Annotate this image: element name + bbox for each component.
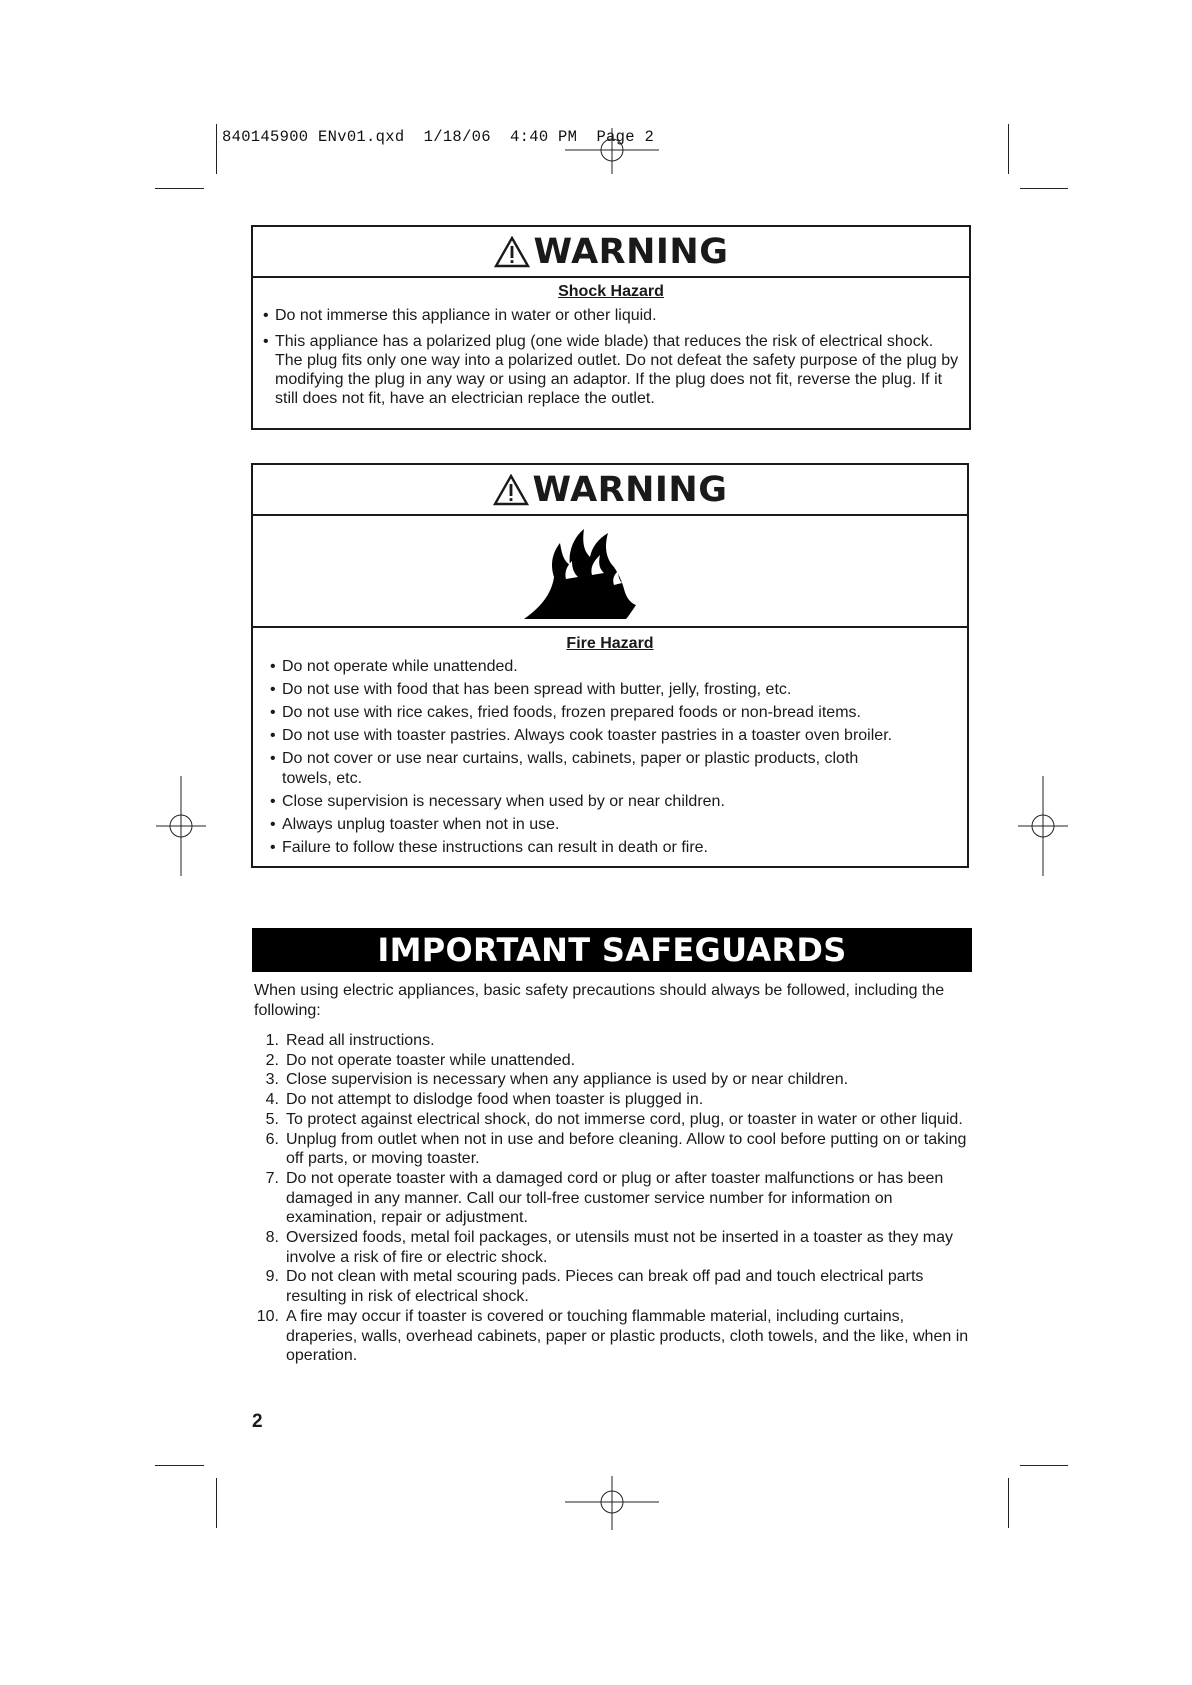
shock-hazard-list	[263, 306, 959, 408]
safeguards-intro: When using electric appliances, basic safety precautions should always be followed, including the following:	[254, 982, 945, 1019]
list-item: 2. Do not operate toaster while unattended.	[265, 1051, 576, 1069]
registration-mark-bottom	[562, 1476, 662, 1532]
list-item: 8. Oversized foods, metal foil packages, or utensils must not be inserted in a toaster as they may involve a risk of fire or electric shock.	[265, 1229, 953, 1266]
list-item: • Do not cover or use near curtains, walls, cabinets, paper or plastic products, cloth towels, etc.	[270, 749, 947, 789]
registration-mark-top	[562, 128, 662, 178]
warning-heading: WARNING	[532, 469, 728, 510]
list-item: 9. Do not clean with metal scouring pads. Pieces can break off pad and touch electrical parts resulting in risk of electrical shock.	[265, 1268, 924, 1306]
list-item: 3. Close supervision is necessary when any appliance is used by or near children.	[265, 1071, 849, 1089]
list-item: • Close supervision is necessary when used by or near children.	[270, 792, 947, 812]
list-item: • Do not use with rice cakes, fried foods, frozen prepared foods or non-bread items.	[270, 703, 947, 723]
list-item: • Do not use with toaster pastries. Always cook toaster pastries in a toaster oven broiler.	[270, 726, 947, 746]
page-number: 2	[252, 1411, 263, 1432]
list-item: • Do not use with food that has been spread with butter, jelly, frosting, etc.	[270, 680, 947, 700]
warning-triangle-icon	[493, 474, 529, 506]
fire-icon	[522, 525, 640, 621]
registration-mark-right	[1016, 776, 1070, 876]
hazard-title: Fire Hazard	[566, 635, 654, 652]
fire-hazard-list	[270, 657, 947, 858]
list-item: • Always unplug toaster when not in use.	[270, 815, 947, 835]
hazard-title: Shock Hazard	[558, 283, 664, 300]
shock-warning-box	[251, 225, 971, 430]
safeguards-title: IMPORTANT SAFEGUARDS	[252, 928, 972, 972]
list-item: 1. Read all instructions.	[265, 1032, 435, 1049]
list-item: 6. Unplug from outlet when not in use and before cleaning. Allow to cool before putting on or taking off parts, or moving toaster.	[265, 1130, 967, 1168]
list-item: 4. Do not attempt to dislodge food when toaster is plugged in.	[265, 1091, 704, 1109]
warning-triangle-icon	[494, 236, 530, 268]
warning-header	[253, 227, 969, 278]
print-slug: 840145900 ENv01.qxd 1/18/06 4:40 PM Page 2	[222, 128, 655, 146]
warning-header	[253, 465, 967, 516]
safeguards-list	[252, 1031, 974, 1366]
fire-pictogram-panel	[253, 516, 967, 628]
fire-warning-box	[251, 463, 969, 868]
list-item: • Do not operate while unattended.	[270, 657, 947, 677]
list-item: • This appliance has a polarized plug (one wide blade) that reduces the risk of electrical shock. The plug fits only one way into a polarized outlet. Do not defeat the safety purpose of the plug by modifying the plug in any way or using an adaptor. If the plug does not fit, reverse the plug. If it still does not fit, have an electrician replace the outlet.	[263, 332, 959, 408]
list-item: 7. Do not operate toaster with a damaged cord or plug or after toaster malfunctions or has been damaged in any manner. Call our toll-free customer service number for information on examination, repair or adjustment.	[265, 1169, 944, 1227]
registration-mark-left	[154, 776, 208, 876]
warning-heading: WARNING	[533, 231, 729, 272]
list-item: • Failure to follow these instructions can result in death or fire.	[270, 838, 947, 858]
list-item: • Do not immerse this appliance in water or other liquid.	[263, 306, 959, 325]
list-item: 10. A fire may occur if toaster is covered or touching flammable material, including curtains, draperies, walls, overhead cabinets, paper or plastic products, cloth towels, and the like, when in operation.	[256, 1307, 969, 1365]
list-item: 5. To protect against electrical shock, do not immerse cord, plug, or toaster in water or other liquid.	[265, 1110, 963, 1128]
